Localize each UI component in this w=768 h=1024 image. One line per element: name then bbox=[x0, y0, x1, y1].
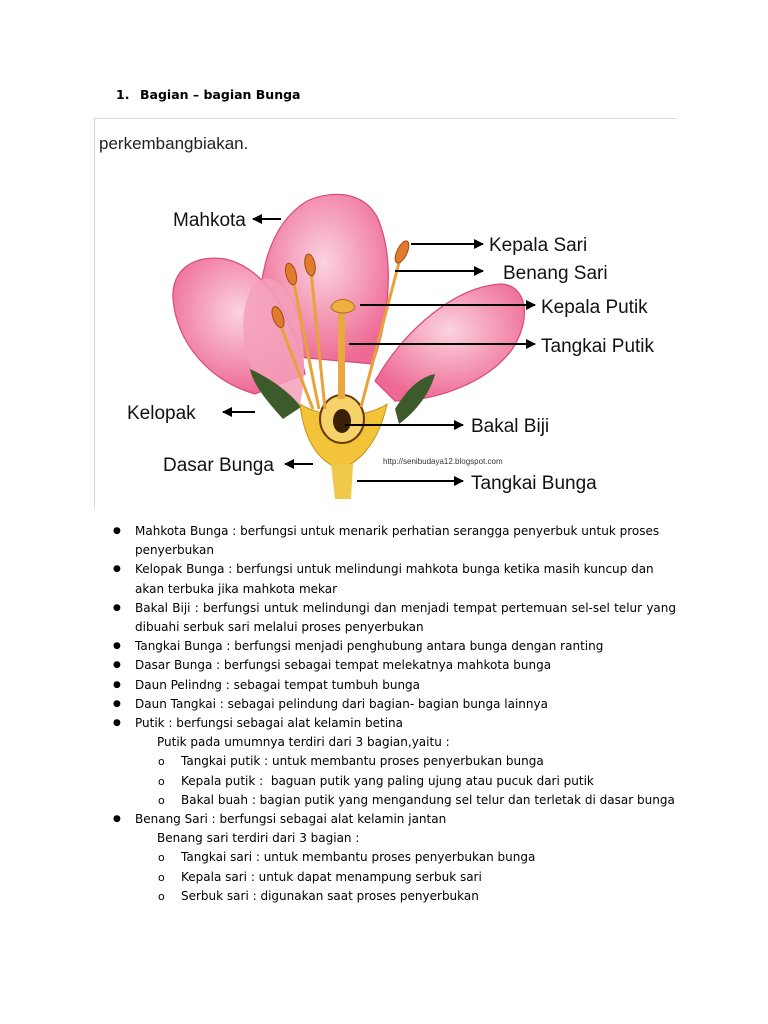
sub-list-item-text: Serbuk sari : digunakan saat proses penyerbukan bbox=[181, 888, 479, 903]
ovule bbox=[333, 409, 351, 433]
list-item bbox=[110, 637, 676, 656]
list-item bbox=[110, 810, 676, 829]
section-heading bbox=[116, 87, 301, 102]
list-item bbox=[110, 676, 676, 695]
bullet-icon: ● bbox=[113, 814, 121, 825]
bullet-icon: ● bbox=[113, 564, 121, 575]
list-item-text: Putik : berfungsi sebagai alat kelamin betina bbox=[135, 716, 403, 731]
bullet-icon: ● bbox=[113, 698, 121, 709]
flower-diagram bbox=[94, 118, 676, 508]
circle-bullet-icon: o bbox=[158, 851, 165, 865]
parts-list bbox=[110, 522, 676, 906]
sub-list-item-text: Kepala sari : untuk dapat menampung serbuk sari bbox=[181, 869, 482, 884]
figure-caption: perkembangbiakan. bbox=[99, 134, 249, 153]
label-dasar-bunga: Dasar Bunga bbox=[163, 455, 274, 476]
sub-list-item bbox=[110, 887, 676, 906]
list-item-text: Kelopak Bunga : berfungsi untuk melindungi mahkota bunga ketika masih kuncup dan akan terbuka jika mahkota mekar bbox=[135, 562, 654, 596]
list-item-text: Daun Tangkai : sebagai pelindung dari bagian- bagian bunga lainnya bbox=[135, 696, 548, 711]
sub-list-item bbox=[110, 772, 676, 791]
list-item-text: Tangkai Bunga : berfungsi menjadi penghubung antara bunga dengan ranting bbox=[135, 639, 604, 654]
sub-list-item-text: Tangkai sari : untuk membantu proses penyerbukan bunga bbox=[181, 850, 536, 865]
list-item bbox=[110, 695, 676, 714]
list-item-text: Dasar Bunga : berfungsi sebagai tempat melekatnya mahkota bunga bbox=[135, 658, 552, 673]
bullet-icon: ● bbox=[113, 641, 121, 652]
bullet-icon: ● bbox=[113, 660, 121, 671]
style bbox=[338, 314, 345, 399]
sub-list-item bbox=[110, 791, 676, 810]
heading-title: Bagian – bagian Bunga bbox=[140, 87, 301, 102]
circle-bullet-icon: o bbox=[158, 870, 165, 884]
stigma bbox=[331, 300, 355, 314]
circle-bullet-icon: o bbox=[158, 793, 165, 807]
label-benang-sari: Benang Sari bbox=[503, 263, 608, 284]
label-kepala-putik: Kepala Putik bbox=[541, 297, 648, 318]
label-kelopak: Kelopak bbox=[127, 403, 196, 424]
circle-bullet-icon: o bbox=[158, 755, 165, 769]
label-tangkai-putik: Tangkai Putik bbox=[541, 336, 655, 357]
list-item-text: Bakal Biji : berfungsi untuk melindungi dan menjadi tempat pertemuan sel-sel telur yang dibuahi serbuk sari melalui proses penyerbukan bbox=[135, 600, 676, 635]
right-petal bbox=[375, 284, 524, 401]
putik-intro: Putik pada umumnya terdiri dari 3 bagian,yaitu : bbox=[157, 735, 450, 750]
list-item bbox=[110, 599, 676, 637]
list-item-text: Benang Sari : berfungsi sebagai alat kelamin jantan bbox=[135, 812, 447, 827]
list-item-text: Daun Pelindng : sebagai tempat tumbuh bunga bbox=[135, 677, 421, 692]
circle-bullet-icon: o bbox=[158, 889, 165, 903]
sub-list-item-text: Kepala putik : baguan putik yang paling ujung atau pucuk dari putik bbox=[181, 773, 594, 788]
list-item-text: Mahkota Bunga : berfungsi untuk menarik perhatian serangga penyerbuk untuk proses penyerbukan bbox=[135, 524, 660, 558]
circle-bullet-icon: o bbox=[158, 774, 165, 788]
bullet-icon: ● bbox=[113, 526, 121, 536]
list-item bbox=[110, 656, 676, 675]
list-item bbox=[110, 522, 676, 560]
label-kepala-sari: Kepala Sari bbox=[489, 235, 588, 256]
sub-list-item-text: Bakal buah : bagian putik yang mengandung sel telur dan terletak di dasar bunga bbox=[181, 792, 675, 807]
figure-watermark: http://senibudaya12.blogspot.com bbox=[383, 457, 503, 466]
heading-number: 1. bbox=[116, 87, 130, 102]
list-item bbox=[110, 560, 676, 598]
label-bakal-biji: Bakal Biji bbox=[471, 416, 550, 437]
bullet-icon: ● bbox=[113, 602, 121, 613]
benang-sari-intro: Benang sari terdiri dari 3 bagian : bbox=[157, 831, 360, 846]
list-item bbox=[110, 714, 676, 733]
flower-stalk bbox=[331, 464, 353, 499]
sub-list-item bbox=[110, 848, 676, 867]
sub-list-item-text: Tangkai putik : untuk membantu proses penyerbukan bunga bbox=[181, 754, 544, 769]
sub-list-item bbox=[110, 752, 676, 771]
sub-list-item bbox=[110, 868, 676, 887]
bullet-icon: ● bbox=[113, 718, 121, 729]
bullet-icon: ● bbox=[113, 679, 121, 690]
label-mahkota: Mahkota bbox=[173, 210, 246, 231]
label-tangkai-bunga: Tangkai Bunga bbox=[471, 473, 597, 494]
